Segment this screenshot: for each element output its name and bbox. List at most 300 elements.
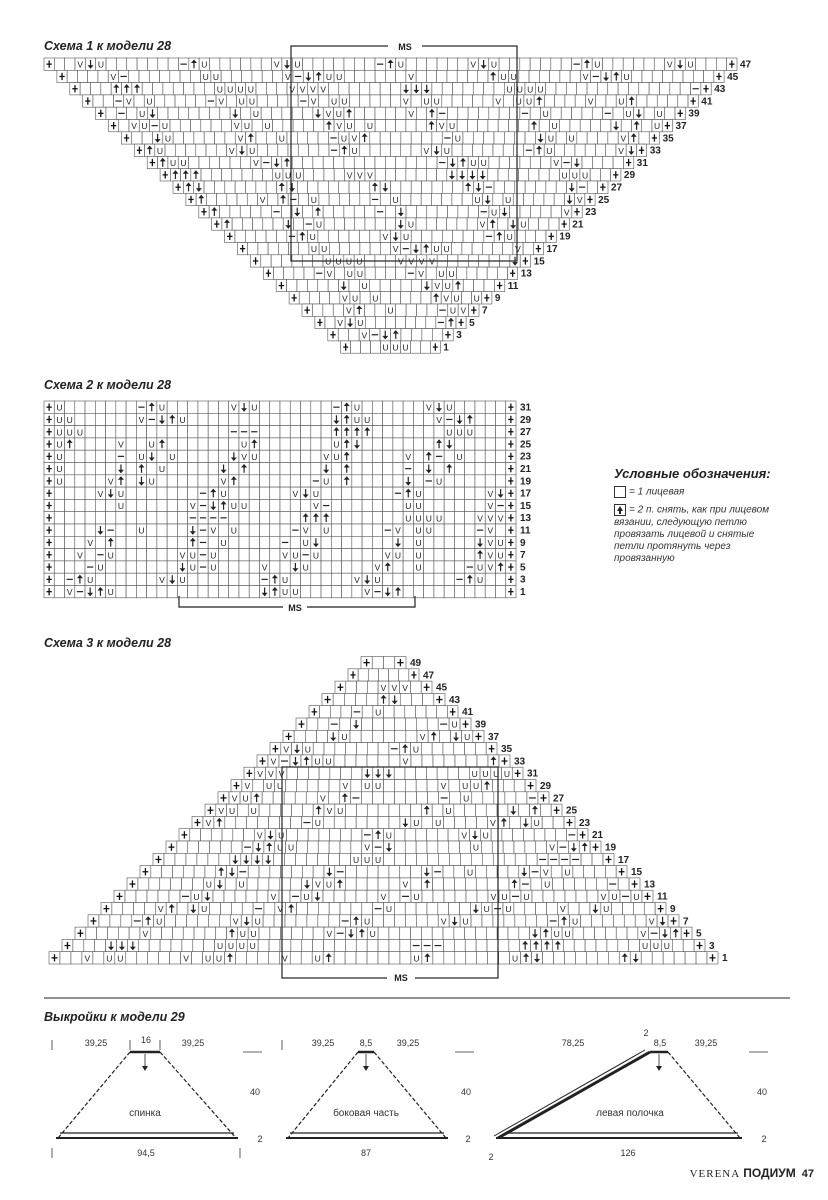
svg-text:U: U [227, 84, 234, 95]
svg-text:V: V [299, 84, 306, 95]
svg-text:V: V [490, 891, 497, 902]
svg-text:U: U [520, 219, 527, 230]
svg-text:U: U [351, 145, 358, 156]
scheme2-row-number: 29 [520, 414, 532, 426]
svg-text:U: U [553, 928, 560, 939]
svg-text:U: U [141, 121, 148, 132]
svg-text:U: U [415, 537, 422, 548]
svg-text:U: U [505, 904, 512, 915]
p3-top-small: 2 [643, 1028, 649, 1038]
svg-text:V: V [231, 793, 238, 804]
svg-text:V: V [479, 219, 486, 230]
svg-text:V: V [131, 121, 137, 132]
svg-text:V: V [77, 59, 84, 70]
svg-text:U: U [250, 928, 257, 939]
scheme3-row-number: 31 [527, 768, 539, 780]
scheme3-row-number: 43 [449, 694, 461, 706]
svg-text:U: U [477, 562, 484, 573]
svg-text:U: U [180, 158, 187, 169]
p2-right-side [374, 1052, 446, 1138]
svg-text:U: U [506, 231, 513, 242]
svg-text:U: U [56, 402, 63, 413]
svg-text:U: U [571, 916, 579, 927]
svg-text:U: U [364, 414, 371, 425]
scheme3-row-number: 39 [475, 719, 487, 731]
svg-text:V: V [408, 256, 415, 267]
svg-text:U: U [364, 916, 371, 927]
svg-text:U: U [282, 587, 289, 598]
svg-text:V: V [490, 818, 496, 829]
scheme1-row-number: 43 [714, 84, 726, 96]
svg-text:U: U [242, 793, 249, 804]
svg-text:U: U [314, 818, 321, 829]
svg-text:V: V [443, 293, 450, 304]
svg-text:U: U [278, 830, 285, 841]
svg-text:V: V [189, 501, 196, 512]
svg-text:U: U [490, 59, 498, 70]
scheme3-row-number: 9 [670, 904, 676, 915]
svg-text:U: U [480, 158, 487, 169]
svg-text:V: V [429, 256, 435, 267]
svg-text:U: U [66, 427, 73, 438]
svg-text:U: U [277, 842, 284, 853]
svg-text:U: U [241, 501, 248, 512]
svg-text:U: U [415, 501, 422, 512]
svg-text:V: V [326, 805, 333, 816]
svg-text:U: U [66, 414, 73, 425]
svg-text:U: U [443, 145, 450, 156]
p2-top-mid: 8,5 [359, 1038, 373, 1048]
svg-text:U: U [357, 317, 364, 328]
svg-text:U: U [433, 96, 440, 107]
svg-text:U: U [516, 84, 523, 95]
svg-text:U: U [611, 891, 618, 902]
svg-text:V: V [405, 451, 412, 462]
svg-text:U: U [309, 231, 316, 242]
svg-text:U: U [433, 244, 440, 255]
svg-text:V: V [487, 562, 494, 573]
svg-text:V: V [281, 953, 288, 964]
svg-text:U: U [525, 96, 533, 107]
svg-text:V: V [408, 71, 414, 82]
svg-text:U: U [356, 268, 364, 279]
svg-text:U: U [266, 781, 273, 792]
p2-left-side [288, 1052, 358, 1138]
svg-text:V: V [253, 158, 259, 169]
svg-text:U: U [282, 574, 289, 585]
svg-text:V: V [326, 928, 333, 939]
svg-text:V: V [107, 476, 114, 487]
svg-text:U: U [117, 953, 124, 964]
svg-text:V: V [418, 268, 424, 279]
svg-text:V: V [261, 562, 268, 573]
svg-text:U: U [501, 891, 508, 902]
svg-text:U: U [446, 402, 453, 413]
p3-edge: 2 [761, 1134, 767, 1144]
svg-text:U: U [158, 402, 166, 413]
svg-text:V: V [648, 916, 655, 927]
svg-text:V: V [310, 84, 316, 95]
svg-text:V: V [418, 256, 425, 267]
svg-text:U: U [138, 525, 145, 536]
svg-text:U: U [56, 464, 63, 475]
svg-text:V: V [402, 879, 409, 890]
svg-text:V: V [461, 830, 468, 841]
svg-text:U: U [335, 108, 342, 119]
svg-text:U: U [292, 587, 299, 598]
svg-text:V: V [460, 305, 467, 316]
svg-text:U: U [97, 59, 104, 70]
svg-text:U: U [292, 550, 299, 561]
svg-text:V: V [256, 830, 263, 841]
scheme2-row-number: 13 [520, 513, 532, 525]
svg-text:U: U [254, 916, 261, 927]
svg-text:U: U [451, 719, 458, 730]
svg-text:U: U [454, 133, 461, 144]
svg-text:U: U [107, 587, 114, 598]
scheme3-row-number: 5 [696, 928, 702, 940]
svg-text:U: U [425, 513, 432, 524]
svg-text:U: U [547, 133, 554, 144]
svg-text:U: U [594, 59, 601, 70]
svg-text:U: U [464, 731, 471, 742]
svg-text:U: U [97, 562, 104, 573]
svg-text:U: U [387, 305, 394, 316]
svg-text:U: U [568, 133, 575, 144]
svg-text:U: U [164, 133, 172, 144]
svg-text:U: U [302, 562, 309, 573]
svg-text:U: U [251, 402, 258, 413]
scheme1-row-number: 15 [533, 256, 545, 268]
scheme1-row-number: 13 [520, 268, 532, 280]
p3-top-left: 78,25 [561, 1038, 585, 1048]
scheme2-row-number: 7 [520, 550, 526, 562]
svg-text:U: U [561, 170, 568, 181]
svg-text:V: V [666, 59, 673, 70]
svg-text:V: V [402, 756, 409, 767]
scheme1-row-number: 19 [559, 231, 571, 243]
scheme1-row-number: 25 [598, 194, 610, 206]
svg-text:V: V [587, 96, 594, 107]
svg-text:U: U [323, 525, 330, 536]
svg-text:V: V [384, 550, 391, 561]
svg-text:U: U [374, 854, 382, 865]
p2-name: боковая часть [333, 1108, 399, 1119]
svg-text:U: U [238, 96, 245, 107]
svg-text:V: V [66, 587, 73, 598]
scheme2-row-number: 15 [520, 500, 532, 512]
svg-text:U: U [335, 256, 342, 267]
svg-text:U: U [633, 891, 640, 902]
svg-text:U: U [210, 562, 217, 573]
scheme1-row-number: 1 [443, 342, 449, 354]
svg-text:U: U [435, 818, 442, 829]
scheme2-row-number: 17 [520, 488, 532, 500]
svg-text:V: V [315, 879, 321, 890]
legend-title: Условные обозначения: [614, 466, 771, 481]
scheme2-row-number: 23 [520, 451, 532, 463]
svg-text:V: V [346, 305, 352, 316]
svg-text:U: U [652, 941, 660, 952]
svg-text:V: V [553, 158, 559, 169]
svg-text:U: U [491, 207, 498, 218]
scheme1-row-number: 11 [507, 280, 519, 292]
legend-item-knit [614, 486, 684, 499]
svg-text:U: U [220, 488, 227, 499]
svg-text:V: V [477, 513, 483, 524]
svg-text:U: U [435, 513, 443, 524]
svg-text:U: U [397, 59, 404, 70]
svg-text:V: V [325, 108, 332, 119]
svg-text:U: U [412, 744, 419, 755]
svg-text:V: V [367, 170, 373, 181]
svg-text:V: V [559, 904, 566, 915]
svg-text:V: V [302, 525, 309, 536]
svg-text:V: V [110, 71, 117, 82]
svg-text:U: U [413, 818, 420, 829]
svg-text:U: U [448, 121, 456, 132]
svg-text:U: U [204, 953, 212, 964]
svg-text:V: V [351, 133, 358, 144]
svg-text:V: V [157, 904, 164, 915]
scheme1-row-number: 5 [469, 317, 475, 329]
svg-text:V: V [337, 317, 343, 328]
scheme3-row-number: 33 [514, 756, 526, 768]
svg-text:U: U [189, 562, 196, 573]
scheme1-ms-label: MS [398, 42, 412, 52]
svg-text:V: V [179, 550, 186, 561]
svg-text:U: U [500, 71, 507, 82]
svg-text:V: V [87, 537, 94, 548]
svg-text:U: U [571, 170, 578, 181]
scheme2-title: Схема 2 к модели 28 [44, 378, 172, 392]
svg-text:U: U [462, 781, 469, 792]
patterns-title: Выкройки к модели 29 [44, 1010, 185, 1024]
svg-text:U: U [415, 513, 422, 524]
svg-text:U: U [618, 96, 625, 107]
svg-text:V: V [126, 96, 132, 107]
svg-text:U: U [392, 194, 399, 205]
svg-text:V: V [515, 244, 521, 255]
scheme1-row-number: 37 [675, 121, 687, 132]
svg-text:U: U [415, 525, 422, 536]
svg-text:U: U [310, 194, 317, 205]
svg-text:U: U [341, 96, 348, 107]
svg-text:U: U [304, 744, 311, 755]
scheme3-row-number: 3 [709, 940, 715, 952]
scheme3-row-number: 21 [592, 830, 604, 842]
svg-text:V: V [138, 414, 145, 425]
svg-text:V: V [436, 414, 442, 425]
svg-text:U: U [250, 805, 257, 816]
svg-text:U: U [248, 96, 256, 107]
svg-text:V: V [84, 953, 91, 964]
scheme1-row-number: 9 [494, 293, 501, 305]
svg-text:U: U [385, 830, 392, 841]
svg-text:V: V [582, 71, 589, 82]
svg-text:U: U [515, 96, 522, 107]
scheme2-row-number: 25 [520, 439, 532, 451]
svg-text:U: U [533, 818, 540, 829]
svg-text:U: U [243, 121, 251, 132]
svg-text:V: V [497, 513, 504, 524]
svg-text:U: U [170, 158, 177, 169]
scheme2-row-number: 21 [520, 464, 532, 475]
svg-text:V: V [218, 805, 225, 816]
svg-text:U: U [506, 84, 513, 95]
svg-text:U: U [238, 941, 245, 952]
svg-text:U: U [312, 550, 319, 561]
svg-text:U: U [474, 194, 481, 205]
svg-text:U: U [315, 219, 323, 230]
p2-top-right: 39,25 [396, 1038, 420, 1048]
svg-text:V: V [487, 550, 494, 561]
svg-text:U: U [161, 121, 168, 132]
svg-text:V: V [230, 402, 237, 413]
p3-edge-left: 2 [488, 1152, 494, 1162]
svg-text:U: U [117, 501, 125, 512]
svg-text:U: U [189, 550, 196, 561]
footer-magazine: ПОДИУМ [743, 1166, 796, 1180]
svg-text:U: U [353, 402, 361, 413]
svg-text:U: U [314, 953, 321, 964]
svg-text:V: V [423, 145, 430, 156]
p3-right-side [668, 1052, 740, 1138]
svg-text:U: U [402, 231, 410, 242]
svg-text:U: U [405, 513, 412, 524]
svg-text:U: U [274, 170, 281, 181]
svg-text:U: U [453, 293, 460, 304]
svg-text:U: U [169, 451, 176, 462]
p2-edge: 2 [465, 1134, 471, 1144]
svg-text:U: U [415, 562, 422, 573]
svg-text:V: V [218, 96, 225, 107]
svg-text:U: U [228, 805, 236, 816]
svg-text:U: U [385, 904, 393, 915]
svg-text:V: V [270, 756, 277, 767]
svg-text:U: U [470, 158, 477, 169]
svg-text:U: U [139, 108, 146, 119]
svg-text:U: U [193, 891, 200, 902]
scheme3-ms-label: MS [394, 973, 408, 983]
svg-text:U: U [216, 941, 224, 952]
svg-text:U: U [366, 121, 374, 132]
svg-text:V: V [380, 682, 387, 693]
p3-name: левая полочка [596, 1108, 664, 1119]
scheme1-row-number: 45 [727, 71, 739, 83]
svg-text:V: V [277, 904, 284, 915]
svg-text:U: U [413, 953, 420, 964]
p3-left-side [498, 1052, 650, 1138]
scheme1-row-number: 3 [456, 330, 462, 342]
svg-text:U: U [497, 537, 504, 548]
scheme1-row-number: 35 [662, 133, 674, 145]
svg-text:V: V [326, 268, 333, 279]
svg-text:V: V [283, 744, 290, 755]
scheme1-row-number: 23 [585, 207, 597, 219]
svg-text:V: V [232, 916, 239, 927]
svg-text:U: U [156, 145, 163, 156]
svg-text:V: V [228, 145, 235, 156]
svg-text:U: U [466, 427, 473, 438]
svg-text:V: V [487, 525, 494, 536]
svg-text:U: U [325, 756, 332, 767]
svg-text:U: U [546, 145, 553, 156]
svg-text:U: U [278, 133, 285, 144]
svg-text:V: V [434, 281, 441, 292]
svg-text:U: U [56, 476, 63, 487]
svg-text:V: V [495, 96, 502, 107]
svg-text:U: U [249, 145, 256, 156]
svg-text:V: V [336, 121, 343, 132]
decrease-arrow-icon [614, 504, 626, 516]
svg-text:U: U [551, 121, 558, 132]
svg-text:U: U [438, 268, 445, 279]
svg-text:U: U [456, 427, 463, 438]
svg-text:V: V [273, 59, 280, 70]
svg-text:U: U [156, 916, 163, 927]
svg-text:U: U [472, 842, 480, 853]
svg-text:U: U [467, 867, 474, 878]
svg-text:U: U [505, 194, 512, 205]
svg-text:V: V [319, 793, 326, 804]
svg-text:V: V [419, 731, 426, 742]
svg-text:U: U [285, 170, 292, 181]
svg-text:U: U [107, 550, 114, 561]
svg-text:V: V [267, 768, 274, 779]
scheme3-row-number: 37 [488, 731, 500, 743]
scheme2-row-number: 19 [520, 476, 532, 488]
svg-text:U: U [310, 244, 318, 255]
svg-text:U: U [423, 96, 430, 107]
p3-top-mid: 8,5 [653, 1038, 667, 1048]
scheme3-row-number: 15 [631, 867, 643, 879]
svg-text:U: U [482, 830, 489, 841]
svg-text:U: U [503, 768, 510, 779]
svg-text:U: U [295, 170, 302, 181]
svg-text:V: V [364, 587, 371, 598]
p2-height: 40 [460, 1087, 472, 1097]
svg-text:U: U [251, 451, 258, 462]
p1-bottom: 94,5 [137, 1148, 155, 1158]
svg-text:V: V [391, 682, 398, 693]
svg-text:U: U [462, 916, 469, 927]
svg-text:V: V [402, 682, 408, 693]
knit-stitch-icon [614, 486, 626, 498]
svg-text:V: V [403, 96, 409, 107]
svg-text:U: U [382, 342, 389, 353]
footer-brand: VERENA [689, 1168, 741, 1180]
svg-text:U: U [413, 891, 420, 902]
svg-text:V: V [285, 71, 291, 82]
svg-text:U: U [56, 451, 63, 462]
svg-text:U: U [473, 293, 480, 304]
svg-text:U: U [394, 550, 402, 561]
p1-top-mid: 16 [140, 1035, 152, 1045]
svg-text:U: U [603, 904, 610, 915]
scheme3-title: Схема 3 к модели 28 [44, 636, 172, 650]
svg-text:V: V [600, 891, 607, 902]
svg-text:U: U [623, 71, 630, 82]
svg-text:U: U [294, 59, 301, 70]
svg-text:U: U [333, 451, 340, 462]
svg-text:V: V [313, 501, 319, 512]
svg-text:U: U [456, 451, 463, 462]
svg-text:V: V [210, 525, 217, 536]
svg-text:U: U [372, 293, 379, 304]
svg-text:U: U [201, 904, 208, 915]
svg-text:U: U [374, 574, 381, 585]
